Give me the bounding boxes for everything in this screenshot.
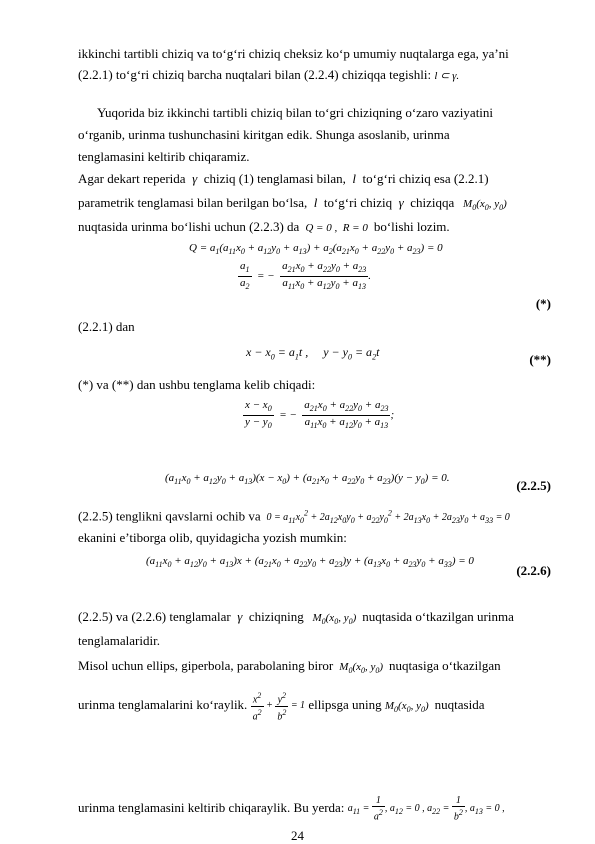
- text-span: (2.2.5) va (2.2.6) tenglamalar: [78, 609, 231, 624]
- text-line: tenglamalaridir.: [78, 633, 160, 648]
- equation-tag: (*): [535, 296, 551, 311]
- text-line: [78, 609, 514, 630]
- equation-tag: (2.2.5): [516, 478, 551, 493]
- text-line: [78, 658, 501, 679]
- text-span: ellipsga uning: [308, 697, 382, 712]
- formula: $\frac{x^2}{a^2}$ + $\frac{y^2}{b^2}$ = 1: [252, 691, 306, 722]
- text-line: Yuqorida biz ikkinchi tartibli chiziq bilan to‘gri chiziqning o‘zaro vaziyatini: [97, 105, 494, 120]
- text-line: [78, 793, 505, 823]
- text-span: Misol uchun ellips, giperbola, parabolaning biror: [78, 658, 334, 673]
- text-span: urinma tenglamalarini ko‘raylik.: [78, 697, 248, 712]
- page-number: 24: [291, 828, 304, 843]
- text-span: urinma tenglamasini keltirib chiqaraylik. Bu yerda:: [78, 800, 345, 815]
- text-span: chiziq (1) tenglamasi bilan,: [203, 171, 346, 186]
- formula: $M_0(x_0$, $y_0$): [306, 612, 359, 627]
- formula: l: [310, 195, 321, 210]
- text-line: [78, 171, 489, 187]
- text-span: (2.2.5) tenglikni qavslarni ochib va: [78, 508, 261, 524]
- formula: $(a_{11}x_0 + a_{12}y_0 + a_{13})x + (a_{21}x_0 + a_{22}y_0 + a_{23})y + (a_{13}x_0 + a_{23}y_0 + a_{33}) = 0$: [146, 555, 474, 570]
- formula: γ: [233, 609, 246, 624]
- formula: γ: [395, 195, 407, 210]
- text-line: [78, 690, 484, 725]
- text-line: tenglamasini keltirib chiqaramiz.: [78, 149, 250, 164]
- text-span: chiziqqa: [410, 195, 455, 210]
- text-span: chiziqning: [248, 609, 304, 624]
- text-line: (*) va (**) dan ushbu tenglama kelib chiqadi:: [78, 377, 316, 392]
- formula: $\frac{x - x_0}{y - y_0}$ = − $\frac{a_{21}x_0 + a_{22}y_0 + a_{23}}{a_{11}x_0 + a_{12}y_0 + a_{13}}$ ;: [245, 399, 395, 431]
- formula: $M_0(x_0$, $y_0$): [336, 661, 386, 676]
- formula: $x - x_0 = a_1t$ , $y - y_0 = a_2t$: [246, 345, 380, 362]
- text-line: o‘rganib, urinma tushunchasini kiritgan edik. Shunga asoslanib, urinma: [78, 127, 450, 142]
- text-line: ikkinchi tartibli chiziq va to‘g‘ri chiziq cheksiz ko‘p umumiy nuqtalarga ega, ya’ni: [78, 46, 509, 61]
- text-span: to‘g‘ri chiziq esa (2.2.1): [362, 171, 489, 186]
- formula: l ⊂ γ.: [434, 70, 460, 82]
- text-span: nuqtasiga o‘tkazilgan: [389, 658, 501, 673]
- equation-tag: (**): [529, 352, 551, 367]
- text-span: bo‘lishi lozim.: [373, 219, 450, 234]
- text-span: (2.2.1) to‘g‘ri chiziq barcha nuqtalari bilan (2.2.4) chiziqqa tegishli:: [78, 67, 432, 82]
- text-line: [78, 195, 507, 216]
- formula: $M_0(x_0$, $y_0$): [457, 198, 507, 213]
- formula: l: [349, 171, 360, 186]
- formula: $(a_{11}x_0 + a_{12}y_0 + a_{13})(x - x_0) + (a_{21}x_0 + a_{22}y_0 + a_{23})(y - y_0) = 0$.: [165, 472, 450, 487]
- text-line: ekanini e’tiborga olib, quyidagicha yozish mumkin:: [78, 530, 347, 545]
- formula: $a_{11}$ = $\frac{1}{a^2}$ , $a_{12} = 0$ , $a_{22}$ = $\frac{1}{b^2}$ , $a_{13} = 0$ ,: [347, 795, 505, 823]
- text-line: [78, 67, 459, 83]
- text-line: [78, 506, 510, 529]
- text-line: [78, 219, 450, 236]
- formula: $Q = a_1(a_{11}x_0 + a_{12}y_0 + a_{13}) + a_2(a_{21}x_0 + a_{22}y_0 + a_{23}) = 0$: [189, 242, 443, 257]
- formula: $\frac{a_1}{a_2}$ = − $\frac{a_{21}x_0 + a_{22}y_0 + a_{23}}{a_{11}x_0 + a_{12}y_0 + a_{13}}$ .: [240, 260, 372, 292]
- formula: γ: [188, 171, 201, 186]
- text-span: Agar dekart reperida: [78, 171, 186, 186]
- text-span: nuqtasida o‘tkazilgan urinma: [362, 609, 514, 624]
- equation-tag: (2.2.6): [516, 563, 551, 578]
- text-span: to‘g‘ri chiziq: [323, 195, 393, 210]
- formula: Q = 0 , R = 0: [302, 222, 371, 234]
- formula: $M_0(x_0$, $y_0$): [384, 700, 432, 715]
- text-span: parametrik tenglamasi bilan berilgan bo‘lsa,: [78, 195, 308, 210]
- text-line: (2.2.1) dan: [78, 319, 135, 334]
- text-span: nuqtasida urinma bo‘lishi uchun (2.2.3) da: [78, 219, 300, 234]
- text-span: nuqtasida: [434, 697, 485, 712]
- formula: $0 = a_{11}x_0^2 + 2a_{12}x_0y_0 + a_{22}y_0^2 + 2a_{13}x_0 + 2a_{23}y_0 + a_{33} = 0$: [263, 509, 510, 526]
